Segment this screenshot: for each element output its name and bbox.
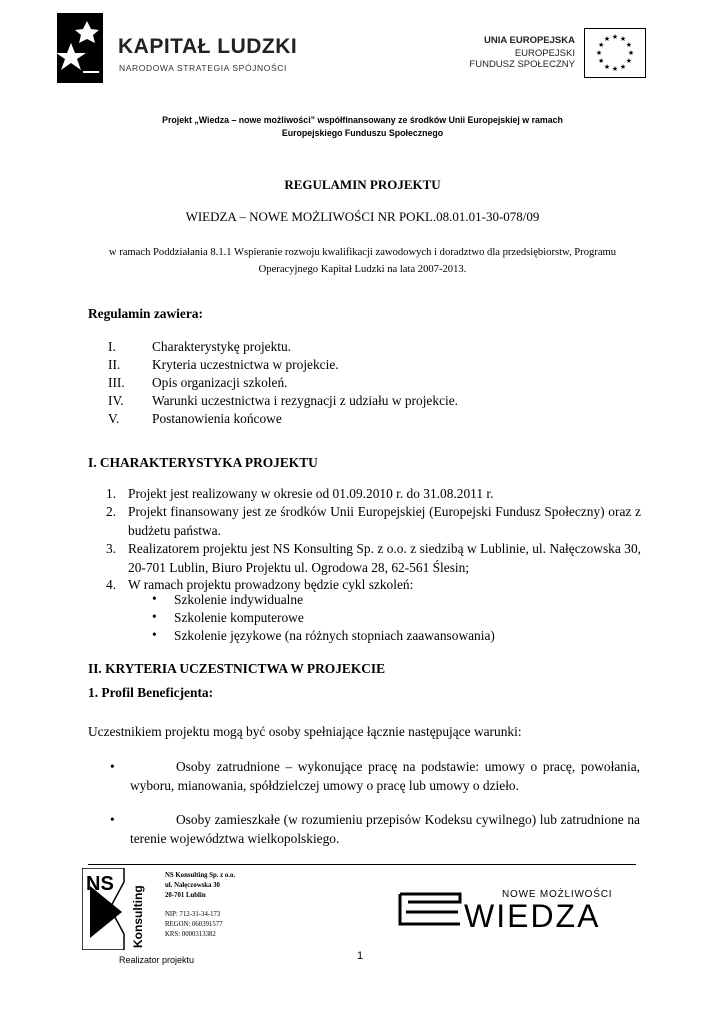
- eu-star-icon: ★: [595, 49, 603, 57]
- section-1-heading: I. CHARAKTERYSTYKA PROJEKTU: [88, 455, 318, 470]
- toc-item-text: Postanowienia końcowe: [152, 411, 282, 426]
- bullet-icon: •: [152, 627, 157, 642]
- condition-text: Osoby zatrudnione – wykonujące pracę na podstawie: umowy o pracę, powołania, wyboru, mianowania, spółdzielczej umowy o pracę lub umowy o dzieło.: [130, 759, 640, 793]
- item-number: 3.: [106, 541, 117, 556]
- toc-item-text: Kryteria uczestnictwa w projekcie.: [152, 357, 339, 372]
- section-2-heading: II. KRYTERIA UCZESTNICTWA W PROJEKCIE: [88, 661, 386, 676]
- eu-star-icon: ★: [611, 33, 619, 41]
- footer-nip: NIP: 712-31-34-173: [165, 911, 221, 918]
- footer-krs: KRS: 0000313382: [165, 931, 216, 938]
- bullet-text: Szkolenie komputerowe: [174, 610, 304, 625]
- kapital-ludzki-subtitle: NARODOWA STRATEGIA SPÓJNOŚCI: [119, 63, 287, 73]
- training-bullet: [152, 610, 304, 626]
- document-context: [70, 244, 655, 278]
- eu-line-2: EUROPEJSKI: [514, 48, 575, 59]
- document-context-line-2: Operacyjnego Kapitał Ludzki na lata 2007-2013.: [258, 264, 467, 275]
- wiedza-small-text: NOWE MOŻLIWOŚCI: [502, 889, 613, 900]
- toc-item: [108, 393, 458, 409]
- toc-heading: Regulamin zawiera:: [88, 306, 203, 321]
- bullet-icon: •: [152, 591, 157, 606]
- toc-item: [108, 375, 287, 391]
- item-text: Projekt jest realizowany w okresie od 01.09.2010 r. do 31.08.2011 r.: [128, 486, 494, 501]
- section-1-item: [106, 484, 641, 503]
- footer-street: ul. Nałęczowska 30: [165, 882, 220, 889]
- toc-item: [108, 357, 339, 373]
- bullet-icon: •: [110, 812, 115, 827]
- document-context-line-1: w ramach Poddziałania 8.1.1 Wspieranie rozwoju kwalifikacji zawodowych i doradztwo dla przedsiębiorstw, Programu: [108, 247, 617, 258]
- ns-konsulting-logo-icon: [82, 868, 156, 950]
- toc-item-number: V.: [108, 411, 120, 426]
- toc-item: [108, 411, 282, 427]
- toc-item-number: III.: [108, 375, 125, 390]
- toc-item-text: Warunki uczestnictwa i rezygnacji z udziału w projekcie.: [152, 393, 459, 408]
- toc-item-text: Charakterystykę projektu.: [152, 339, 292, 354]
- ns-logo-word: Konsulting: [131, 885, 145, 948]
- project-note-line-2: Europejskiego Funduszu Społecznego: [281, 128, 444, 138]
- document-subtitle: WIEDZA – NOWE MOŻLIWOŚCI NR POKL.08.01.01-30-078/09: [185, 209, 540, 224]
- eu-flag-icon: [584, 28, 646, 78]
- bullet-icon: •: [152, 609, 157, 624]
- condition-item: [110, 810, 640, 848]
- condition-item: [110, 757, 640, 795]
- item-text: Realizatorem projektu jest NS Konsulting Sp. z o.o. z siedzibą w Lublinie, ul. Nałęczowska 30, 20-701 Lublin, Biuro Projektu ul. Ogrodowa 28, 62-561 Ślesin;: [128, 541, 641, 575]
- section-1-item: [106, 502, 641, 540]
- eu-star-icon: ★: [625, 57, 633, 65]
- wiedza-logo-icon: [398, 884, 642, 932]
- page-number: 1: [357, 950, 364, 962]
- item-number: 4.: [106, 577, 117, 592]
- eu-line-3: FUNDUSZ SPOŁECZNY: [469, 59, 575, 70]
- item-text: W ramach projektu prowadzony będzie cykl szkoleń:: [128, 577, 414, 592]
- item-text: Projekt finansowany jest ze środków Unii Europejskiej (Europejski Fundusz Społeczny) oraz z budżetu państwa.: [128, 504, 641, 538]
- toc-item-text: Opis organizacji szkoleń.: [152, 375, 288, 390]
- section-2-intro: Uczestnikiem projektu mogą być osoby spełniające łącznie następujące warunki:: [88, 724, 522, 739]
- eu-star-icon: ★: [627, 49, 635, 57]
- toc-item-number: II.: [108, 357, 121, 372]
- toc-item: [108, 339, 291, 355]
- eu-star-icon: ★: [603, 62, 611, 71]
- eu-star-icon: ★: [603, 35, 611, 44]
- kapital-ludzki-logo-icon: [57, 13, 103, 83]
- eu-star-icon: ★: [619, 62, 627, 71]
- condition-text: Osoby zamieszkałe (w rozumieniu przepisów Kodeksu cywilnego) lub zatrudnione na terenie województwa wielkopolskiego.: [130, 812, 640, 846]
- bullet-icon: •: [110, 759, 115, 774]
- training-bullet: [152, 592, 303, 608]
- eu-star-icon: ★: [597, 57, 605, 65]
- wiedza-big-text: WIEDZA: [464, 898, 601, 932]
- eu-star-icon: ★: [625, 41, 633, 49]
- eu-line-1: UNIA EUROPEJSKA: [484, 35, 575, 46]
- eu-star-icon: ★: [597, 41, 605, 49]
- training-bullet: [152, 628, 495, 644]
- footer-divider: [88, 864, 636, 865]
- kapital-ludzki-title: KAPITAŁ LUDZKI: [118, 35, 298, 58]
- footer-city: 20-701 Lublin: [165, 892, 206, 899]
- ns-logo-letter: NS: [86, 873, 114, 895]
- toc-item-number: I.: [108, 339, 116, 354]
- realizator-label: Realizator projektu: [119, 955, 195, 965]
- item-number: 1.: [106, 486, 117, 501]
- section-2-subheading: 1. Profil Beneficjenta:: [88, 685, 214, 700]
- bullet-text: Szkolenie językowe (na różnych stopniach zaawansowania): [174, 628, 495, 643]
- project-note: [70, 114, 655, 140]
- footer-regon: REGON: 060391577: [165, 921, 223, 928]
- document-title: REGULAMIN PROJEKTU: [284, 177, 441, 192]
- bullet-text: Szkolenie indywidualne: [174, 592, 304, 607]
- project-note-line-1: Projekt „Wiedza – nowe możliwości” współfinansowany ze środków Unii Europejskiej w ramach: [162, 115, 563, 125]
- section-1-item: [106, 539, 641, 577]
- eu-star-icon: ★: [619, 35, 627, 44]
- eu-star-icon: ★: [611, 65, 619, 73]
- toc-item-number: IV.: [108, 393, 124, 408]
- footer-company: NS Konsulting Sp. z o.o.: [165, 872, 236, 879]
- item-number: 2.: [106, 504, 117, 519]
